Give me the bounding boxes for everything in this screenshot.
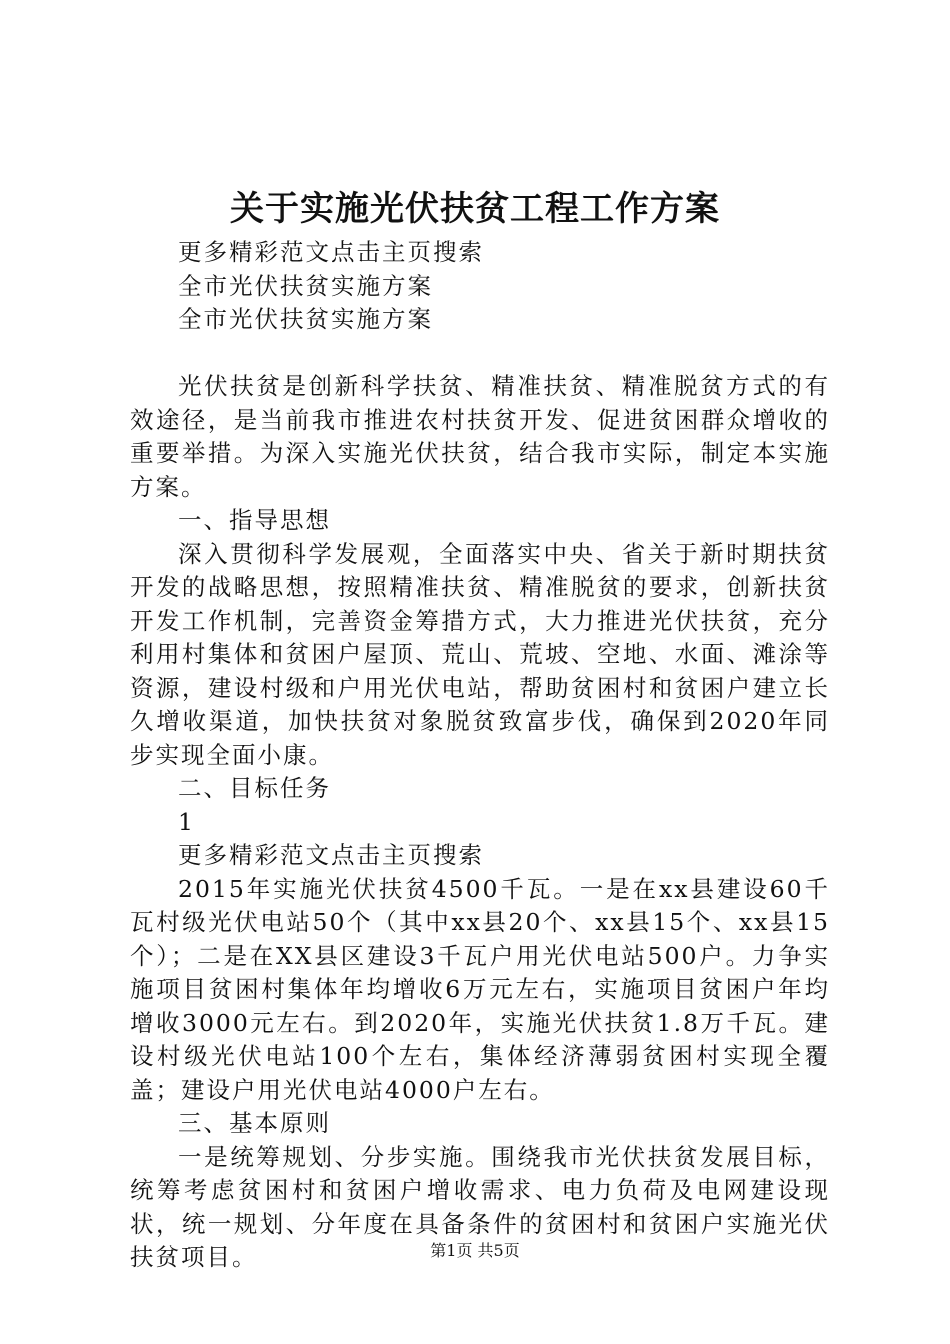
- section-paragraph: 一是统筹规划、分步实施。围绕我市光伏扶贫发展目标，统筹考虑贫困村和贫困户增收需求、电力负荷及电网建设现状，统一规划、分年度在具备条件的贫困村和贫困户实施光伏扶贫项目。: [130, 1142, 830, 1271]
- section-heading: 一、指导思想: [178, 506, 331, 534]
- page-footer: 第1页 共5页: [430, 1241, 520, 1260]
- header-line: 全市光伏扶贫实施方案: [178, 271, 433, 300]
- section-paragraph: 2015年实施光伏扶贫4500千瓦。一是在xx县建设60千瓦村级光伏电站50个（其中xx县20个、xx县15个、xx县15个）；二是在XX县区建设3千瓦户用光伏电站500户。力争实施项目贫困村集体年均增收6万元左右，实施项目贫困户年均增收3000元左右。到2020年，实施光伏扶贫1.8万千瓦。建设村级光伏电站100个左右，集体经济薄弱贫困村实现全覆盖；建设户用光伏电站4000户左右。: [130, 874, 830, 1104]
- blank-line: [130, 337, 830, 371]
- document-title: 关于实施光伏扶贫工程工作方案: [230, 189, 720, 229]
- header-line: 全市光伏扶贫实施方案: [178, 305, 433, 333]
- section-paragraph: 深入贯彻科学发展观，全面落实中央、省关于新时期扶贫开发的战略思想，按照精准扶贫、精准脱贫的要求，创新扶贫开发工作机制，完善资金筹措方式，大力推进光伏扶贫，充分利用村集体和贫困户屋顶、荒山、荒坡、空地、水面、滩涂等资源，建设村级和户用光伏电站，帮助贫困村和贫困户建立长久增收渠道，加快扶贫对象脱贫致富步伐，确保到2020年同步实现全面小康。: [130, 539, 830, 769]
- section-heading: 三、基本原则: [178, 1109, 331, 1137]
- page-marker: 1: [178, 807, 195, 836]
- document-body: [130, 236, 830, 1275]
- section-heading: 二、目标任务: [178, 774, 331, 802]
- header-line: 更多精彩范文点击主页搜索: [178, 238, 484, 266]
- intro-paragraph: 光伏扶贫是创新科学扶贫、精准扶贫、精准脱贫方式的有效途径，是当前我市推进农村扶贫开发、促进贫困群众增收的重要举措。为深入实施光伏扶贫，结合我市实际，制定本实施方案。: [130, 372, 830, 501]
- promo-line: 更多精彩范文点击主页搜索: [178, 841, 484, 869]
